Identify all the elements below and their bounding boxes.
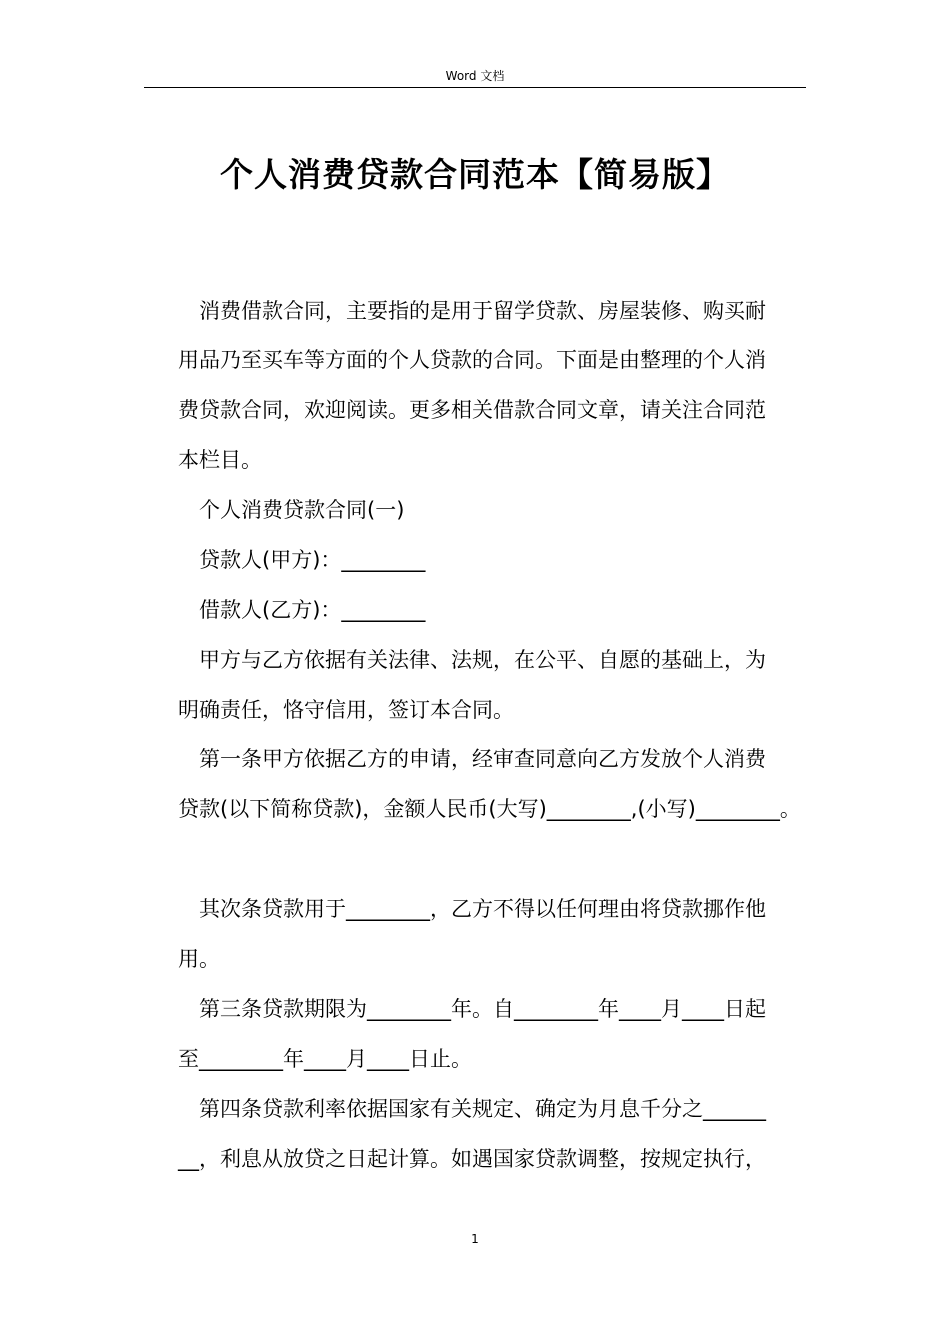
header-divider — [144, 87, 806, 88]
article-4-line: __，利息从放贷之日起计算。如遇国家贷款调整，按规定执行， — [178, 1147, 766, 1171]
paragraph-line: 消费借款合同，主要指的是用于留学贷款、房屋装修、购买耐 — [199, 299, 766, 323]
article-3-line: 至________年____月____日止。 — [178, 1047, 472, 1071]
page-header: Word 文档 — [445, 69, 505, 83]
borrower-field: 借款人(乙方)：________ — [199, 598, 426, 622]
article-1-line: 贷款(以下简称贷款)，金额人民币(大写)________,(小写)________。 — [178, 797, 801, 821]
paragraph-line: 费贷款合同，欢迎阅读。更多相关借款合同文章，请关注合同范 — [178, 398, 766, 422]
article-4-line: 第四条贷款利率依据国家有关规定、确定为月息千分之______ — [199, 1097, 766, 1121]
page-number: 1 — [471, 1232, 479, 1246]
paragraph-line: 用品乃至买车等方面的个人贷款的合同。下面是由整理的个人消 — [178, 348, 766, 372]
article-1-line: 第一条甲方依据乙方的申请，经审查同意向乙方发放个人消费 — [199, 747, 766, 771]
paragraph-line: 本栏目。 — [178, 448, 262, 472]
document-title: 个人消费贷款合同范本【简易版】 — [220, 155, 730, 194]
section-heading: 个人消费贷款合同(一) — [199, 498, 405, 522]
paragraph-line: 明确责任，恪守信用，签订本合同。 — [178, 698, 514, 722]
article-3-line: 第三条贷款期限为________年。自________年____月____日起 — [199, 997, 766, 1021]
article-2-line: 用。 — [178, 947, 220, 971]
lender-field: 贷款人(甲方)：________ — [199, 548, 426, 572]
paragraph-line: 甲方与乙方依据有关法律、法规，在公平、自愿的基础上，为 — [199, 648, 766, 672]
article-2-line: 其次条贷款用于________，乙方不得以任何理由将贷款挪作他 — [199, 897, 766, 921]
